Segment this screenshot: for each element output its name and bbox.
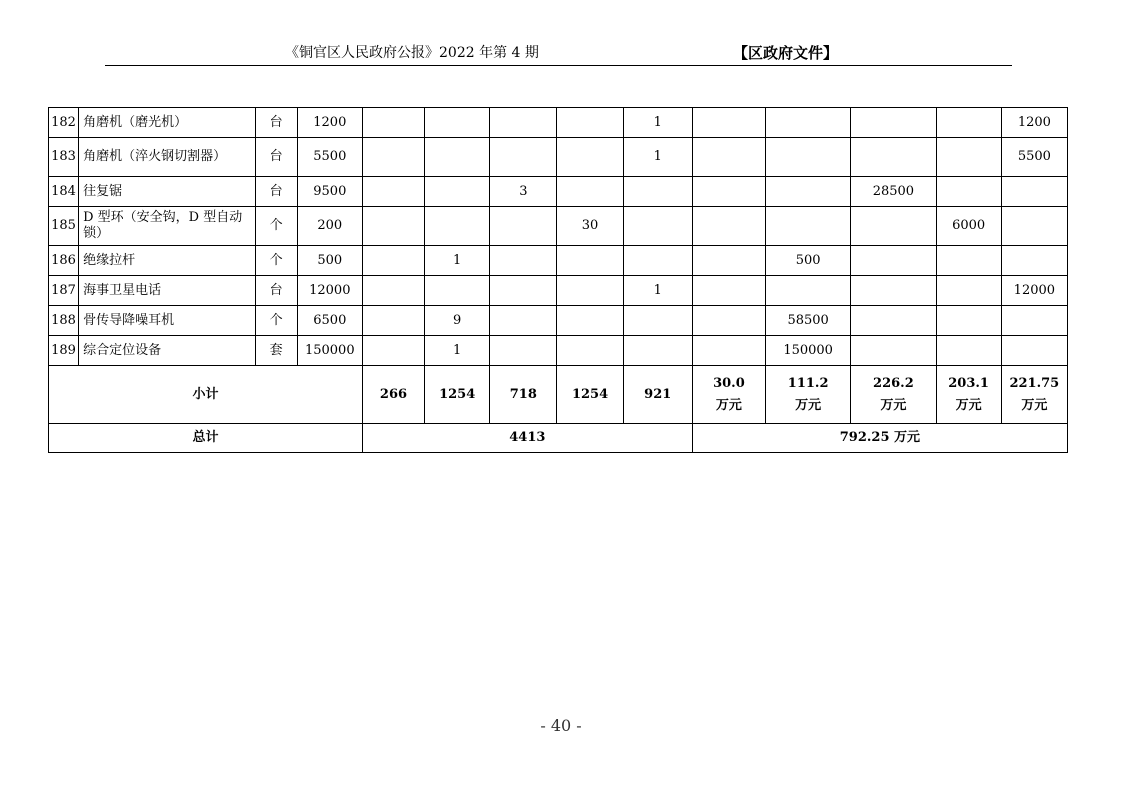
item-amount-1 <box>692 177 765 207</box>
item-amount-1 <box>692 336 765 366</box>
item-amount-1 <box>692 306 765 336</box>
total-count: 4413 <box>362 424 692 453</box>
item-count-3: 3 <box>490 177 557 207</box>
item-amount-3 <box>851 336 936 366</box>
item-amount-2: 58500 <box>766 306 851 336</box>
subtotal-amount-3-unit: 万元 <box>880 397 907 413</box>
item-amount-5 <box>1001 246 1067 276</box>
item-count-4 <box>557 177 623 207</box>
item-name: 往复锯 <box>79 177 256 207</box>
subtotal-amount-2-value: 111.2 <box>787 375 829 391</box>
item-amount-3 <box>851 207 936 246</box>
item-amount-5 <box>1001 177 1067 207</box>
item-count-3 <box>490 246 557 276</box>
item-unit-price: 6500 <box>297 306 362 336</box>
item-number: 187 <box>49 276 79 306</box>
item-unit: 个 <box>255 306 297 336</box>
subtotal-count-4: 1254 <box>557 366 623 424</box>
equipment-table <box>48 107 1068 453</box>
subtotal-amount-4 <box>936 366 1001 424</box>
item-count-2: 1 <box>425 246 490 276</box>
subtotal-amount-5-value: 221.75 <box>1009 375 1060 391</box>
item-amount-1 <box>692 207 765 246</box>
item-amount-4 <box>936 108 1001 138</box>
item-count-5 <box>623 306 692 336</box>
subtotal-amount-5 <box>1001 366 1067 424</box>
item-unit-price: 1200 <box>297 108 362 138</box>
item-count-5: 1 <box>623 138 692 177</box>
subtotal-amount-4-value: 203.1 <box>948 375 989 391</box>
item-amount-2: 150000 <box>766 336 851 366</box>
item-unit-price: 5500 <box>297 138 362 177</box>
item-count-1 <box>362 207 424 246</box>
item-amount-3 <box>851 138 936 177</box>
item-amount-3 <box>851 108 936 138</box>
item-unit-price: 200 <box>297 207 362 246</box>
item-name: 骨传导降噪耳机 <box>79 306 256 336</box>
table-row <box>49 276 1068 306</box>
item-amount-4 <box>936 336 1001 366</box>
item-amount-1 <box>692 246 765 276</box>
item-number: 186 <box>49 246 79 276</box>
item-amount-3: 28500 <box>851 177 936 207</box>
section-label: 【区政府文件】 <box>733 44 839 62</box>
item-name: 海事卫星电话 <box>79 276 256 306</box>
subtotal-amount-4-unit: 万元 <box>955 397 982 413</box>
item-unit-price: 9500 <box>297 177 362 207</box>
item-count-3 <box>490 306 557 336</box>
item-count-2 <box>425 177 490 207</box>
item-amount-2 <box>766 138 851 177</box>
item-unit: 台 <box>255 108 297 138</box>
item-count-1 <box>362 306 424 336</box>
subtotal-amount-2-unit: 万元 <box>795 397 822 413</box>
item-unit: 台 <box>255 177 297 207</box>
item-count-4: 30 <box>557 207 623 246</box>
item-unit: 套 <box>255 336 297 366</box>
item-count-1 <box>362 177 424 207</box>
item-number: 188 <box>49 306 79 336</box>
item-count-4 <box>557 108 623 138</box>
item-amount-2 <box>766 276 851 306</box>
item-amount-4 <box>936 177 1001 207</box>
subtotal-amount-1-unit: 万元 <box>715 397 742 413</box>
item-count-2: 9 <box>425 306 490 336</box>
item-count-1 <box>362 138 424 177</box>
item-amount-1 <box>692 138 765 177</box>
item-amount-5 <box>1001 306 1067 336</box>
table-row <box>49 306 1068 336</box>
item-unit-price: 12000 <box>297 276 362 306</box>
item-count-4 <box>557 306 623 336</box>
subtotal-amount-3-value: 226.2 <box>873 375 914 391</box>
item-amount-2 <box>766 177 851 207</box>
total-row <box>49 424 1068 453</box>
item-name: 角磨机（淬火钢切割器） <box>79 138 256 177</box>
item-amount-1 <box>692 276 765 306</box>
item-number: 185 <box>49 207 79 246</box>
item-count-3 <box>490 207 557 246</box>
item-count-1 <box>362 336 424 366</box>
item-count-1 <box>362 276 424 306</box>
subtotal-count-5: 921 <box>623 366 692 424</box>
item-count-5: 1 <box>623 276 692 306</box>
item-amount-4 <box>936 276 1001 306</box>
item-unit-price: 500 <box>297 246 362 276</box>
item-amount-4: 6000 <box>936 207 1001 246</box>
total-label: 总计 <box>49 424 363 453</box>
subtotal-count-2: 1254 <box>425 366 490 424</box>
table-row <box>49 336 1068 366</box>
bulletin-title: 《铜官区人民政府公报》2022 年第 4 期 <box>285 45 539 61</box>
item-count-2 <box>425 108 490 138</box>
item-count-2 <box>425 276 490 306</box>
item-count-3 <box>490 276 557 306</box>
item-number: 184 <box>49 177 79 207</box>
subtotal-amount-3 <box>851 366 936 424</box>
item-number: 189 <box>49 336 79 366</box>
subtotal-amount-5-unit: 万元 <box>1021 397 1048 413</box>
subtotal-amount-1-value: 30.0 <box>713 375 745 391</box>
item-count-3 <box>490 138 557 177</box>
subtotal-label: 小计 <box>49 366 363 424</box>
item-amount-3 <box>851 246 936 276</box>
item-amount-1 <box>692 108 765 138</box>
item-amount-4 <box>936 246 1001 276</box>
item-count-5 <box>623 177 692 207</box>
item-count-2: 1 <box>425 336 490 366</box>
item-count-3 <box>490 108 557 138</box>
table-row <box>49 108 1068 138</box>
item-amount-2: 500 <box>766 246 851 276</box>
item-amount-5: 12000 <box>1001 276 1067 306</box>
table-row <box>49 177 1068 207</box>
item-count-5 <box>623 336 692 366</box>
item-name: D 型环（安全钩，D 型自动锁） <box>79 207 256 246</box>
item-amount-5: 5500 <box>1001 138 1067 177</box>
item-count-2 <box>425 138 490 177</box>
item-count-2 <box>425 207 490 246</box>
table-row <box>49 246 1068 276</box>
item-count-5 <box>623 246 692 276</box>
subtotal-amount-1 <box>692 366 765 424</box>
item-amount-5 <box>1001 336 1067 366</box>
page-number: - 40 - <box>540 716 582 735</box>
item-count-1 <box>362 246 424 276</box>
item-count-5: 1 <box>623 108 692 138</box>
item-amount-2 <box>766 207 851 246</box>
header-rule <box>105 65 1012 66</box>
item-amount-5 <box>1001 207 1067 246</box>
subtotal-row <box>49 366 1068 424</box>
item-count-4 <box>557 246 623 276</box>
subtotal-amount-2 <box>766 366 851 424</box>
item-unit: 个 <box>255 207 297 246</box>
item-amount-5: 1200 <box>1001 108 1067 138</box>
item-number: 183 <box>49 138 79 177</box>
subtotal-count-3: 718 <box>490 366 557 424</box>
item-number: 182 <box>49 108 79 138</box>
item-count-5 <box>623 207 692 246</box>
table-row <box>49 138 1068 177</box>
item-unit-price: 150000 <box>297 336 362 366</box>
item-amount-2 <box>766 108 851 138</box>
item-count-1 <box>362 108 424 138</box>
item-count-4 <box>557 336 623 366</box>
item-unit: 台 <box>255 276 297 306</box>
total-amount: 792.25 万元 <box>692 424 1067 453</box>
subtotal-count-1: 266 <box>362 366 424 424</box>
table-row <box>49 207 1068 246</box>
item-amount-3 <box>851 276 936 306</box>
item-unit: 台 <box>255 138 297 177</box>
item-name: 角磨机（磨光机） <box>79 108 256 138</box>
item-amount-4 <box>936 138 1001 177</box>
item-amount-4 <box>936 306 1001 336</box>
item-count-4 <box>557 138 623 177</box>
item-count-4 <box>557 276 623 306</box>
item-name: 综合定位设备 <box>79 336 256 366</box>
item-amount-3 <box>851 306 936 336</box>
item-name: 绝缘拉杆 <box>79 246 256 276</box>
item-unit: 个 <box>255 246 297 276</box>
item-count-3 <box>490 336 557 366</box>
